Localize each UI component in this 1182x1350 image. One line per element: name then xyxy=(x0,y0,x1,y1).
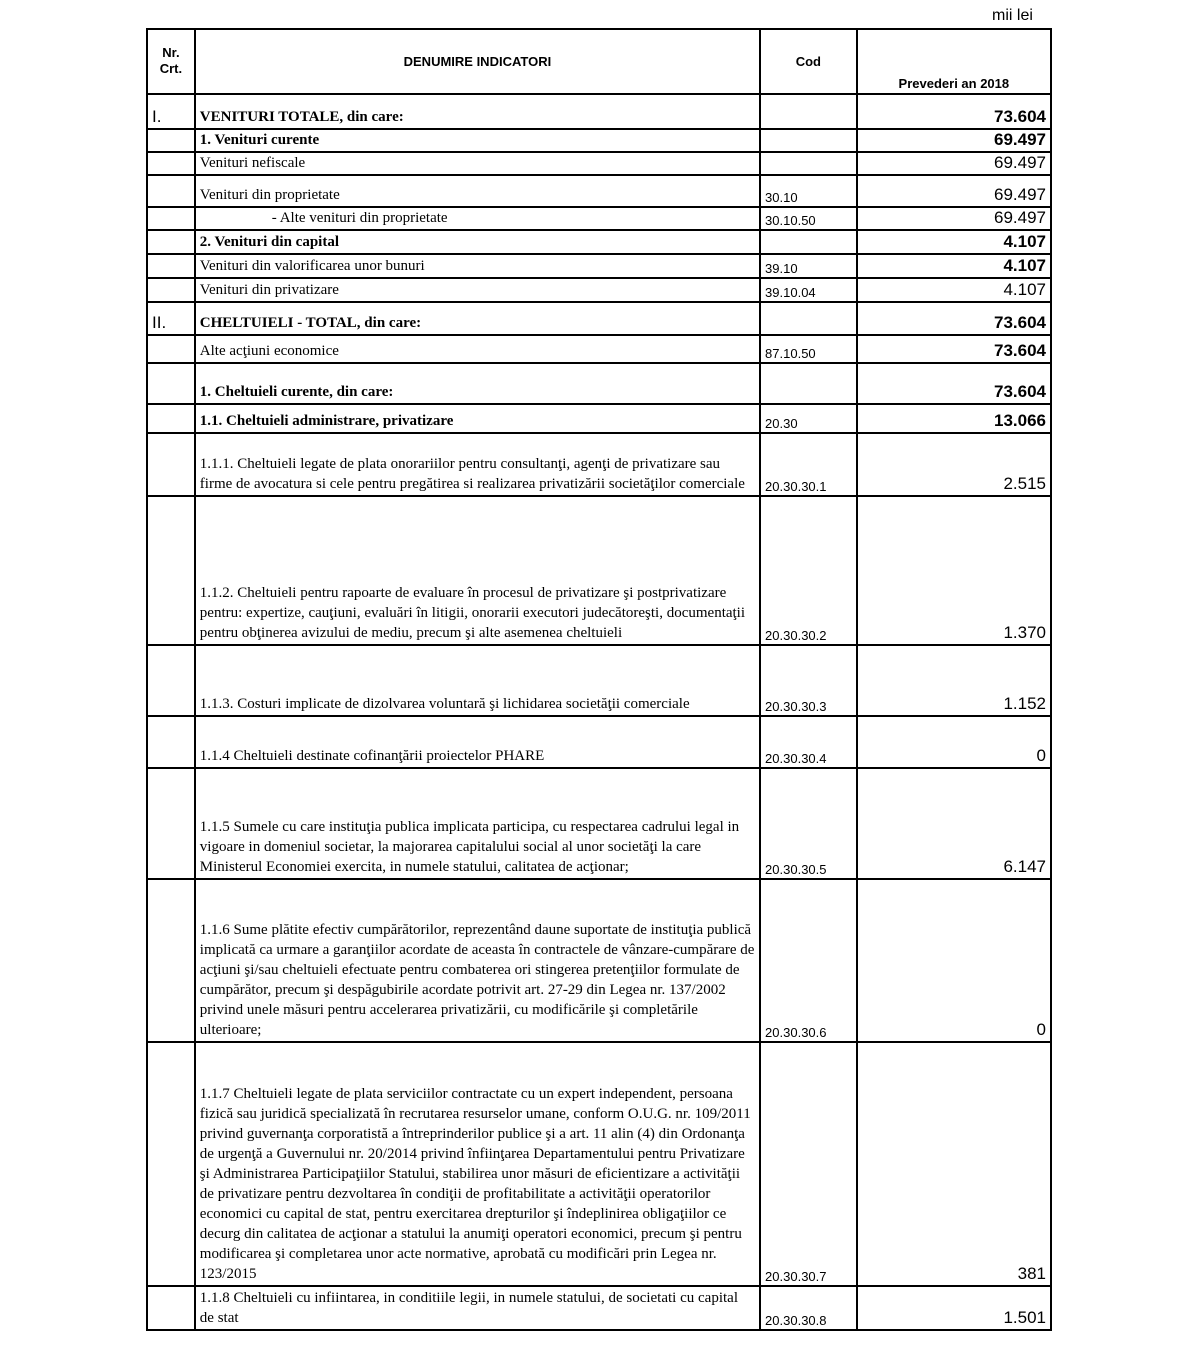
table-row xyxy=(147,496,1051,645)
table-row xyxy=(147,716,1051,768)
table-row xyxy=(147,768,1051,879)
row-name: 1.1.6 Sume plătite efectiv cumpărătorilor, reprezentând daune suportate de instituţia publică implicată ca urmare a garanţiilor acordate de aceasta în contractele de vânzare-cumpărare de acţiuni şi/sau cheltuieli efectuate pentru combaterea ori stingerea pretenţiilor formulate de cumpărător, precum şi despăgubirile acordate potrivit art. 27-29 din Legea nr. 137/2002 privind unele măsuri pentru accelerarea privatizării, cu modificările şi completările ulterioare; xyxy=(195,879,760,1042)
row-cod xyxy=(760,94,857,129)
header-nr: Nr. Crt. xyxy=(147,29,195,94)
row-name: 1. Cheltuieli curente, din care: xyxy=(195,363,760,404)
row-cod xyxy=(760,363,857,404)
table-row xyxy=(147,879,1051,1042)
row-nr xyxy=(147,768,195,879)
table-row xyxy=(147,278,1051,302)
row-name: 2. Venituri din capital xyxy=(195,230,760,254)
row-name: 1.1.7 Cheltuieli legate de plata serviciilor contractate cu un expert independent, persoana fizică sau juridică specializată în recrutarea resurselor umane, conform O.U.G. nr. 109/2011 privind guvernanţa corporatistă a întreprinderilor publice şi a art. 11 alin (4) din Ordonanţa de urgenţă a Guvernului nr. 20/2014 privind înfiinţarea Departamentului pentru Privatizare şi Administrarea Participaţiilor Statului, stabilirea unor măsuri de eficientizare a activităţii de privatizare pentru dezvoltarea în condiţii de profitabilitate a activităţii operatorilor economici cu capital de stat, pentru exercitarea drepturilor şi îndeplinirea obligaţiilor ce decurg din calitatea de acţionar a statului la anumiţi operatori economici, precum şi pentru modificarea şi completarea unor acte normative, aprobată cu modificări prin Legea nr. 123/2015 xyxy=(195,1042,760,1286)
row-value: 13.066 xyxy=(857,404,1051,433)
row-cod: 30.10.50 xyxy=(760,207,857,230)
table-row xyxy=(147,175,1051,207)
row-name: 1.1.4 Cheltuieli destinate cofinanţării proiectelor PHARE xyxy=(195,716,760,768)
row-nr xyxy=(147,433,195,496)
row-nr xyxy=(147,496,195,645)
row-name: 1.1.2. Cheltuieli pentru rapoarte de evaluare în procesul de privatizare şi postprivatizare pentru: expertize, cauţiuni, evaluări în litigii, onorarii executori judecătoreşti, documentaţii pentru obţinerea avizului de mediu, precum şi alte asemenea cheltuieli xyxy=(195,496,760,645)
row-value: 73.604 xyxy=(857,94,1051,129)
row-nr xyxy=(147,363,195,404)
table-row xyxy=(147,645,1051,716)
row-cod xyxy=(760,152,857,175)
row-value: 4.107 xyxy=(857,254,1051,278)
row-name: Venituri nefiscale xyxy=(195,152,760,175)
row-value: 69.497 xyxy=(857,152,1051,175)
row-name: - Alte venituri din proprietate xyxy=(195,207,760,230)
row-value: 0 xyxy=(857,879,1051,1042)
row-name: Venituri din valorificarea unor bunuri xyxy=(195,254,760,278)
row-value: 69.497 xyxy=(857,175,1051,207)
row-nr: II. xyxy=(147,302,195,335)
row-cod: 39.10.04 xyxy=(760,278,857,302)
table-row xyxy=(147,207,1051,230)
row-cod xyxy=(760,230,857,254)
table-row xyxy=(147,254,1051,278)
row-value: 73.604 xyxy=(857,363,1051,404)
row-nr xyxy=(147,404,195,433)
row-nr xyxy=(147,129,195,152)
table-row xyxy=(147,363,1051,404)
row-cod: 20.30.30.8 xyxy=(760,1286,857,1330)
header-cod: Cod xyxy=(760,29,857,94)
row-value: 73.604 xyxy=(857,302,1051,335)
row-cod: 20.30 xyxy=(760,404,857,433)
row-cod: 30.10 xyxy=(760,175,857,207)
row-cod: 20.30.30.1 xyxy=(760,433,857,496)
row-name: 1. Venituri curente xyxy=(195,129,760,152)
row-name: Alte acţiuni economice xyxy=(195,335,760,363)
row-nr xyxy=(147,1286,195,1330)
row-nr xyxy=(147,175,195,207)
row-value: 381 xyxy=(857,1042,1051,1286)
row-value: 2.515 xyxy=(857,433,1051,496)
header-value: Prevederi an 2018 xyxy=(857,29,1051,94)
header-name: DENUMIRE INDICATORI xyxy=(195,29,760,94)
row-name: 1.1.5 Sumele cu care instituţia publica implicata participa, cu respectarea cadrului legal in vigoare in domeniul societar, la majorarea capitalului social al unor societăţi la care Ministerul Economiei exercita, in numele statului, calitatea de acţionar; xyxy=(195,768,760,879)
unit-label: mii lei xyxy=(992,7,1033,24)
row-nr xyxy=(147,335,195,363)
table-row xyxy=(147,94,1051,129)
row-cod: 20.30.30.2 xyxy=(760,496,857,645)
row-nr xyxy=(147,879,195,1042)
row-cod xyxy=(760,129,857,152)
row-nr: I. xyxy=(147,94,195,129)
row-cod: 20.30.30.3 xyxy=(760,645,857,716)
table-row xyxy=(147,129,1051,152)
header-row xyxy=(147,29,1051,94)
row-nr xyxy=(147,230,195,254)
row-value: 1.370 xyxy=(857,496,1051,645)
row-value: 6.147 xyxy=(857,768,1051,879)
row-cod: 87.10.50 xyxy=(760,335,857,363)
row-name: 1.1.1. Cheltuieli legate de plata onorariilor pentru consultanţi, agenţi de privatizare sau firme de avocatura si cele pentru pregătirea si realizarea privatizării societăţilor comerciale xyxy=(195,433,760,496)
row-value: 4.107 xyxy=(857,278,1051,302)
row-nr xyxy=(147,645,195,716)
row-name: VENITURI TOTALE, din care: xyxy=(195,94,760,129)
row-cod xyxy=(760,302,857,335)
row-name: 1.1.3. Costuri implicate de dizolvarea voluntară şi lichidarea societăţii comerciale xyxy=(195,645,760,716)
row-nr xyxy=(147,1042,195,1286)
row-name: Venituri din privatizare xyxy=(195,278,760,302)
row-value: 69.497 xyxy=(857,207,1051,230)
row-value: 69.497 xyxy=(857,129,1051,152)
row-value: 1.152 xyxy=(857,645,1051,716)
row-name: 1.1.8 Cheltuieli cu infiintarea, in conditiile legii, in numele statului, de societati cu capital de stat xyxy=(195,1286,760,1330)
row-value: 1.501 xyxy=(857,1286,1051,1330)
table-row xyxy=(147,1286,1051,1330)
row-value: 0 xyxy=(857,716,1051,768)
row-cod: 20.30.30.7 xyxy=(760,1042,857,1286)
row-nr xyxy=(147,716,195,768)
table-row xyxy=(147,302,1051,335)
table-row xyxy=(147,152,1051,175)
table-row xyxy=(147,230,1051,254)
table-row xyxy=(147,1042,1051,1286)
row-name: 1.1. Cheltuieli administrare, privatizare xyxy=(195,404,760,433)
row-value: 4.107 xyxy=(857,230,1051,254)
row-nr xyxy=(147,152,195,175)
table-row xyxy=(147,404,1051,433)
row-nr xyxy=(147,207,195,230)
row-cod: 20.30.30.4 xyxy=(760,716,857,768)
budget-table xyxy=(146,28,1052,1331)
row-cod: 39.10 xyxy=(760,254,857,278)
row-cod: 20.30.30.5 xyxy=(760,768,857,879)
row-name: CHELTUIELI - TOTAL, din care: xyxy=(195,302,760,335)
table-row xyxy=(147,433,1051,496)
row-name: Venituri din proprietate xyxy=(195,175,760,207)
row-nr xyxy=(147,254,195,278)
row-value: 73.604 xyxy=(857,335,1051,363)
row-cod: 20.30.30.6 xyxy=(760,879,857,1042)
row-nr xyxy=(147,278,195,302)
table-row xyxy=(147,335,1051,363)
